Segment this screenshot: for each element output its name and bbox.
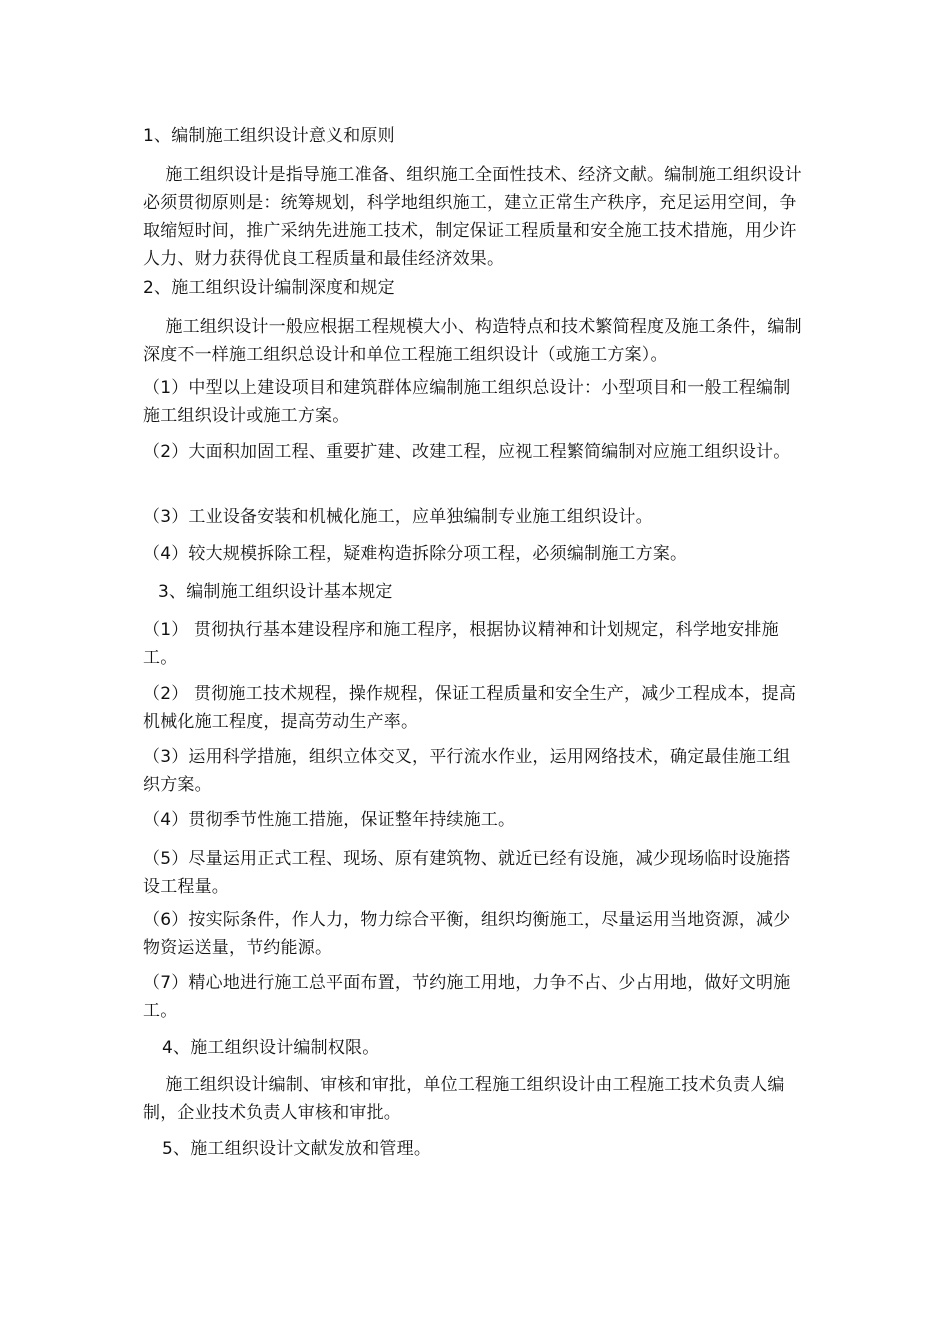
list-item-3-2: （2） 贯彻施工技术规程，操作规程，保证工程质量和安全生产，减少工程成本，提高机械化施工程度，提高劳动生产率。 <box>143 684 797 732</box>
heading-1: 1、编制施工组织设计意义和原则 <box>143 126 395 146</box>
list-item-2-4: （4）较大规模拆除工程，疑难构造拆除分项工程，必须编制施工方案。 <box>143 544 688 564</box>
list-item-3-1: （1） 贯彻执行基本建设程序和施工程序，根据协议精神和计划规定，科学地安排施工。 <box>143 620 779 668</box>
heading-4: 4、施工组织设计编制权限。 <box>162 1038 380 1058</box>
heading-5: 5、施工组织设计文献发放和管理。 <box>162 1139 432 1159</box>
paragraph-1: 施工组织设计是指导施工准备、组织施工全面性技术、经济文献。编制施工组织设计必须贯彻原则是：统筹规划，科学地组织施工，建立正常生产秩序，充足运用空间，争取缩短时间，推广采纳先进施工技术，制定保证工程质量和安全施工技术措施，用少许人力、财力获得优良工程质量和最佳经济效果。 <box>143 165 802 269</box>
list-item-2-3: （3）工业设备安装和机械化施工，应单独编制专业施工组织设计。 <box>143 507 653 527</box>
paragraph-2: 施工组织设计一般应根据工程规模大小、构造特点和技术繁简程度及施工条件，编制深度不一样施工组织总设计和单位工程施工组织设计（或施工方案）。 <box>143 317 802 365</box>
list-item-3-6: （6）按实际条件，作人力，物力综合平衡，组织均衡施工，尽量运用当地资源，减少物资运送量，节约能源。 <box>143 910 791 958</box>
list-item-2-2: （2）大面积加固工程、重要扩建、改建工程，应视工程繁简编制对应施工组织设计。 <box>143 442 791 462</box>
list-item-3-3: （3）运用科学措施，组织立体交叉，平行流水作业，运用网络技术，确定最佳施工组织方案。 <box>143 747 791 795</box>
list-item-2-1: （1）中型以上建设项目和建筑群体应编制施工组织总设计：小型项目和一般工程编制施工组织设计或施工方案。 <box>143 378 791 426</box>
list-item-3-4: （4）贯彻季节性施工措施，保证整年持续施工。 <box>143 810 516 830</box>
list-item-3-7: （7）精心地进行施工总平面布置，节约施工用地，力争不占、少占用地，做好文明施工。 <box>143 973 791 1021</box>
paragraph-4: 施工组织设计编制、审核和审批，单位工程施工组织设计由工程施工技术负责人编制，企业技术负责人审核和审批。 <box>143 1075 785 1123</box>
heading-2: 2、施工组织设计编制深度和规定 <box>143 278 395 298</box>
heading-3: 3、编制施工组织设计基本规定 <box>158 582 393 602</box>
list-item-3-5: （5）尽量运用正式工程、现场、原有建筑物、就近已经有设施，减少现场临时设施搭设工程量。 <box>143 849 791 897</box>
